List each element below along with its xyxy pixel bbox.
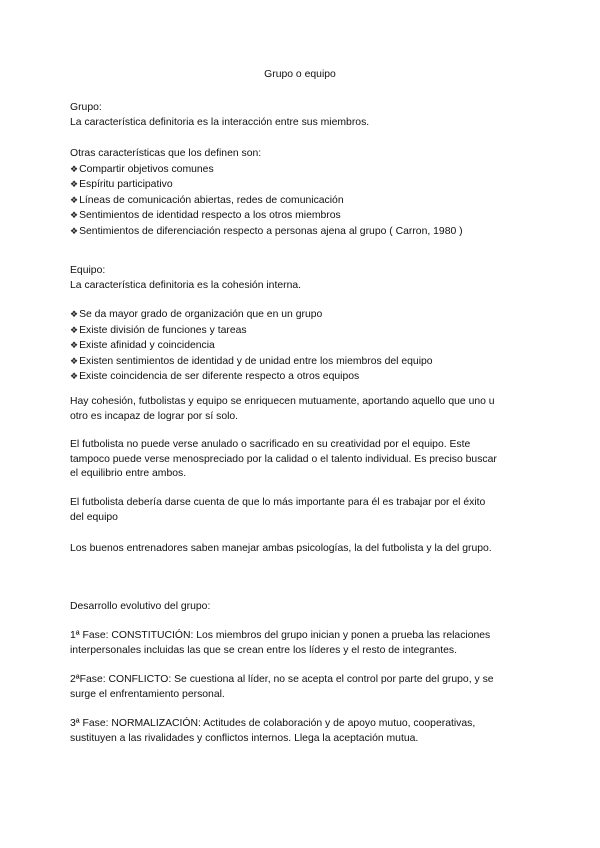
paragraph-creativity: [70, 438, 540, 482]
equipo-heading: Equipo:: [70, 265, 106, 276]
paragraph-line: Hay cohesión, futbolistas y equipo se enriquecen mutuamente, aportando aquello que uno u: [70, 396, 495, 407]
paragraph-line: el equilibrio entre ambos.: [70, 468, 187, 480]
equipo-characteristics: [70, 307, 540, 385]
paragraph-line: El futbolista debería darse cuenta de que lo más importante para él es trabajar por el éxito: [70, 497, 486, 508]
phase-line: 2ªFase: CONFLICTO: Se cuestiona al líder, no se acepta el control por parte del grupo, y se: [70, 674, 494, 685]
equipo-definition: La característica definitoria es la cohesión interna.: [70, 279, 302, 291]
phase-line: sustituyen a las rivalidades y conflictos internos. Llega la aceptación mutua.: [70, 732, 419, 744]
grupo-characteristics: [70, 147, 540, 240]
grupo-heading: Grupo:: [70, 102, 102, 113]
phase-line: interpersonales incluidas las que se crean entre los líderes y el resto de integrantes.: [70, 644, 457, 656]
grupo-others-intro: Otras características que los definen son:: [70, 148, 262, 159]
paragraph-cohesion: [70, 395, 540, 424]
list-item: ❖ Líneas de comunicación abiertas, redes de comunicación: [70, 193, 540, 209]
phase-line: surge el enfrentamiento personal.: [70, 688, 225, 700]
list-item: ❖ Compartir objetivos comunes: [70, 162, 540, 178]
paragraph-line: del equipo: [70, 511, 118, 523]
list-item: ❖ Existe afinidad y coincidencia: [70, 338, 540, 354]
paragraph-team-success: [70, 496, 540, 525]
equipo-section: [70, 264, 540, 293]
paragraph-line: El futbolista no puede verse anulado o sacrificado en su creatividad por el equipo. Este: [70, 439, 471, 450]
list-item: ❖ Sentimientos de identidad respecto a los otros miembros: [70, 208, 540, 224]
list-item: ❖ Existen sentimientos de identidad y de unidad entre los miembros del equipo: [70, 354, 540, 370]
paragraph-line: Los buenos entrenadores saben manejar ambas psicologías, la del futbolista y la del grupo.: [70, 543, 492, 554]
phase-line: 3ª Fase: NORMALIZACIÓN: Actitudes de colaboración y de apoyo mutuo, cooperativas,: [70, 718, 476, 729]
grupo-definition: La característica definitoria es la interacción entre sus miembros.: [70, 116, 370, 128]
phase-line: 1ª Fase: CONSTITUCIÓN: Los miembros del grupo inician y ponen a prueba las relaciones: [70, 630, 491, 641]
list-item: ❖ Espíritu participativo: [70, 177, 540, 193]
grupo-list: [70, 162, 540, 240]
list-item: ❖ Existe división de funciones y tareas: [70, 323, 540, 339]
paragraph-line: tampoco puede verse menospreciado por la calidad o el talento individual. Es preciso buscar: [70, 453, 497, 465]
list-item: ❖ Se da mayor grado de organización que en un grupo: [70, 307, 540, 323]
list-item: ❖ Sentimientos de diferenciación respecto a personas ajena al grupo ( Carron, 1980 ): [70, 224, 540, 240]
phase-2: [70, 673, 540, 702]
list-item: ❖ Existe coincidencia de ser diferente respecto a otros equipos: [70, 369, 540, 385]
phase-3: [70, 717, 540, 746]
document-title: Grupo o equipo: [264, 69, 336, 80]
equipo-list: [70, 307, 540, 385]
paragraph-line: otro es incapaz de lograr por sí solo.: [70, 410, 239, 422]
desarrollo-heading: Desarrollo evolutivo del grupo:: [70, 601, 211, 612]
grupo-section: [70, 101, 540, 130]
phase-1: [70, 629, 540, 658]
paragraph-coaches: [70, 542, 540, 557]
